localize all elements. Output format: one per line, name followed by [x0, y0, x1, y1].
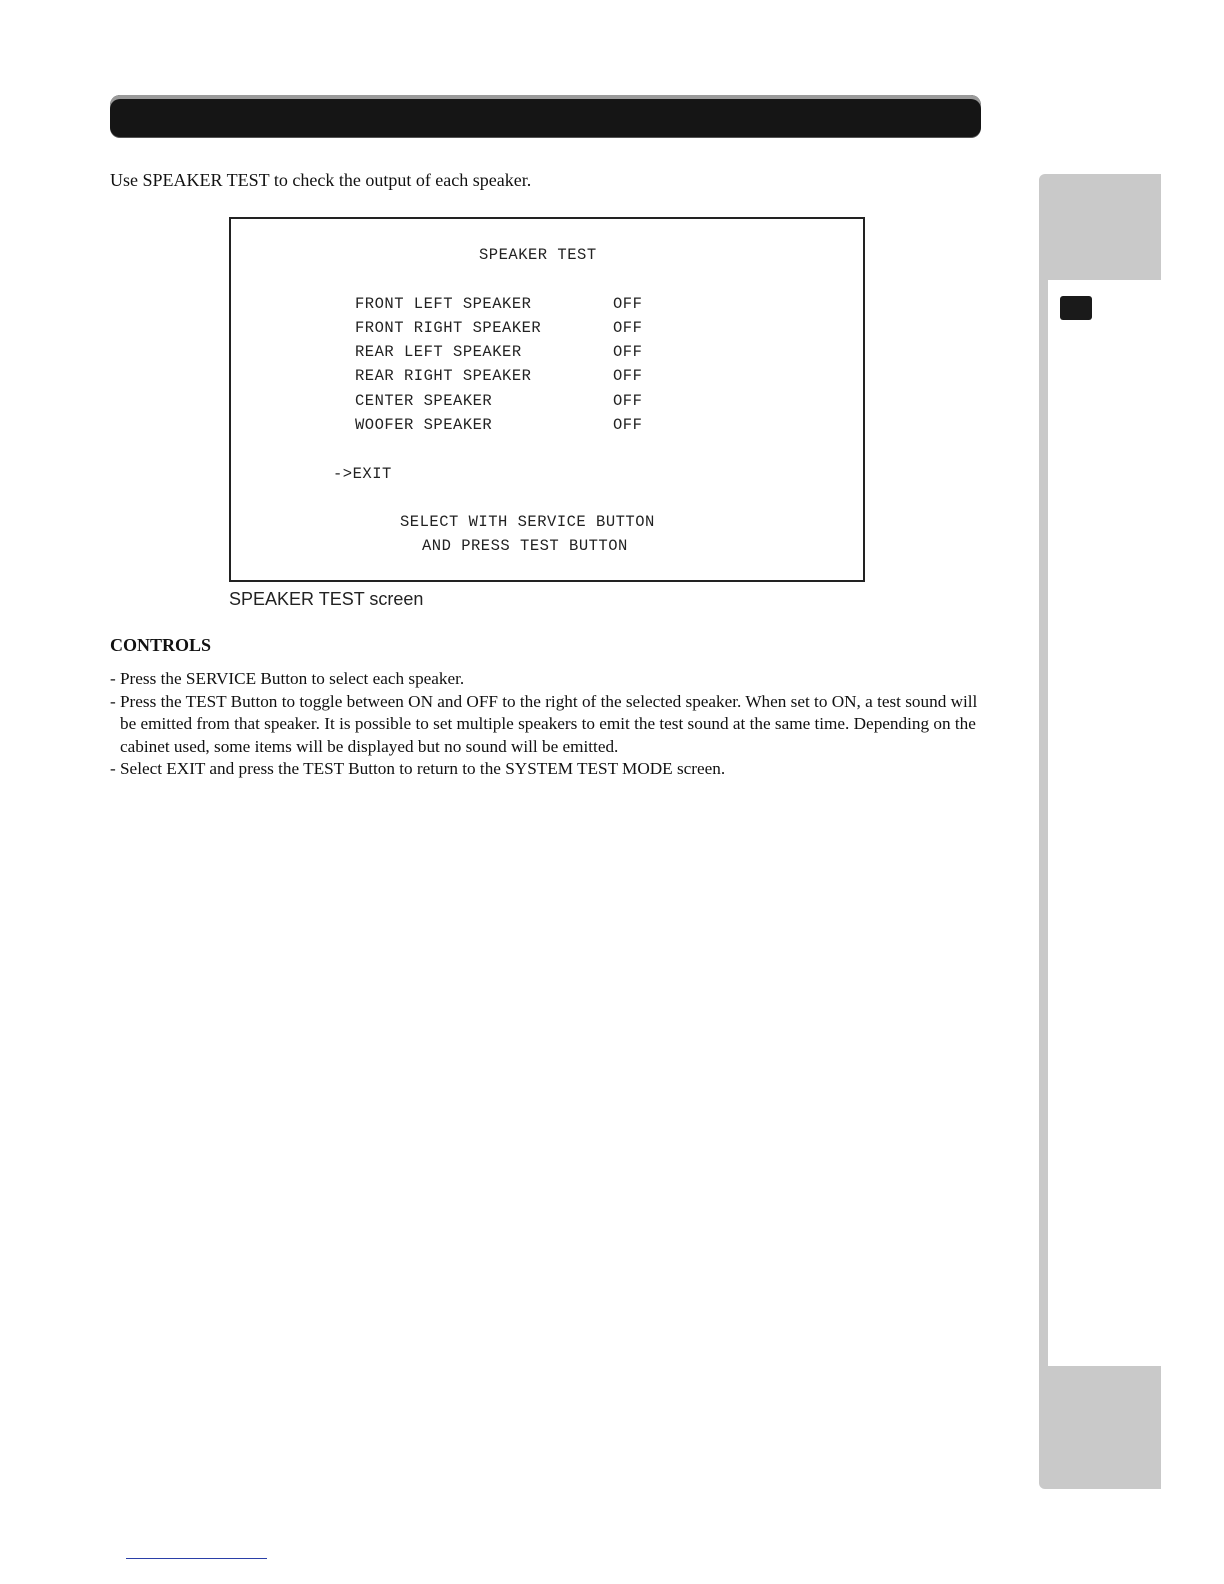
speaker-value: OFF	[613, 295, 643, 313]
speaker-label: FRONT RIGHT SPEAKER	[355, 319, 542, 337]
speaker-value: OFF	[613, 343, 643, 361]
screen-title: SPEAKER TEST	[479, 246, 597, 264]
list-item: - Press the TEST Button to toggle between ON and OFF to the right of the selected speaker. When set to ON, a test sound will be emitted from that speaker. It is possible to set multiple speakers to emit the test sound at the same time. Depending on the cabinet used, some items will be displayed but no sound will be emitted.	[110, 691, 978, 756]
chapter-marker	[1060, 296, 1092, 320]
controls-list	[110, 668, 980, 781]
side-tab-top	[1039, 174, 1161, 280]
side-tab-bottom	[1039, 1366, 1161, 1489]
speaker-label: FRONT LEFT SPEAKER	[355, 295, 532, 313]
controls-item-text: Press the SERVICE Button to select each speaker.	[120, 669, 465, 688]
speaker-label: WOOFER SPEAKER	[355, 416, 493, 434]
speaker-value: OFF	[613, 392, 643, 410]
speaker-value: OFF	[613, 319, 643, 337]
footer-rule	[126, 1558, 267, 1559]
screen-instruction-line-1: SELECT WITH SERVICE BUTTON	[400, 513, 655, 531]
controls-heading: CONTROLS	[110, 635, 212, 655]
list-item: - Select EXIT and press the TEST Button to return to the SYSTEM TEST MODE screen.	[110, 759, 726, 778]
intro-text: Use SPEAKER TEST to check the output of each speaker.	[110, 170, 532, 190]
controls-item-text: Select EXIT and press the TEST Button to return to the SYSTEM TEST MODE screen.	[120, 759, 726, 778]
speaker-label: REAR LEFT SPEAKER	[355, 343, 522, 361]
speaker-value: OFF	[613, 416, 643, 434]
speaker-test-screen	[229, 217, 865, 582]
side-tab-strip	[1039, 280, 1048, 1368]
speaker-label: CENTER SPEAKER	[355, 392, 493, 410]
exit-option: ->EXIT	[333, 465, 392, 483]
controls-item-text: Press the TEST Button to toggle between ON and OFF to the right of the selected speaker. When set to ON, a test sound will be emitted from that speaker. It is possible to set multiple speakers to emit the test sound at the same time. Depending on the cabinet used, some items will be displayed but no sound will be emitted.	[120, 691, 978, 756]
speaker-value: OFF	[613, 367, 643, 385]
section-header-bar	[110, 95, 981, 137]
speaker-label: REAR RIGHT SPEAKER	[355, 367, 532, 385]
figure-caption: SPEAKER TEST screen	[229, 589, 424, 609]
list-item: - Press the SERVICE Button to select each speaker.	[110, 669, 465, 688]
screen-instruction-line-2: AND PRESS TEST BUTTON	[422, 537, 628, 555]
